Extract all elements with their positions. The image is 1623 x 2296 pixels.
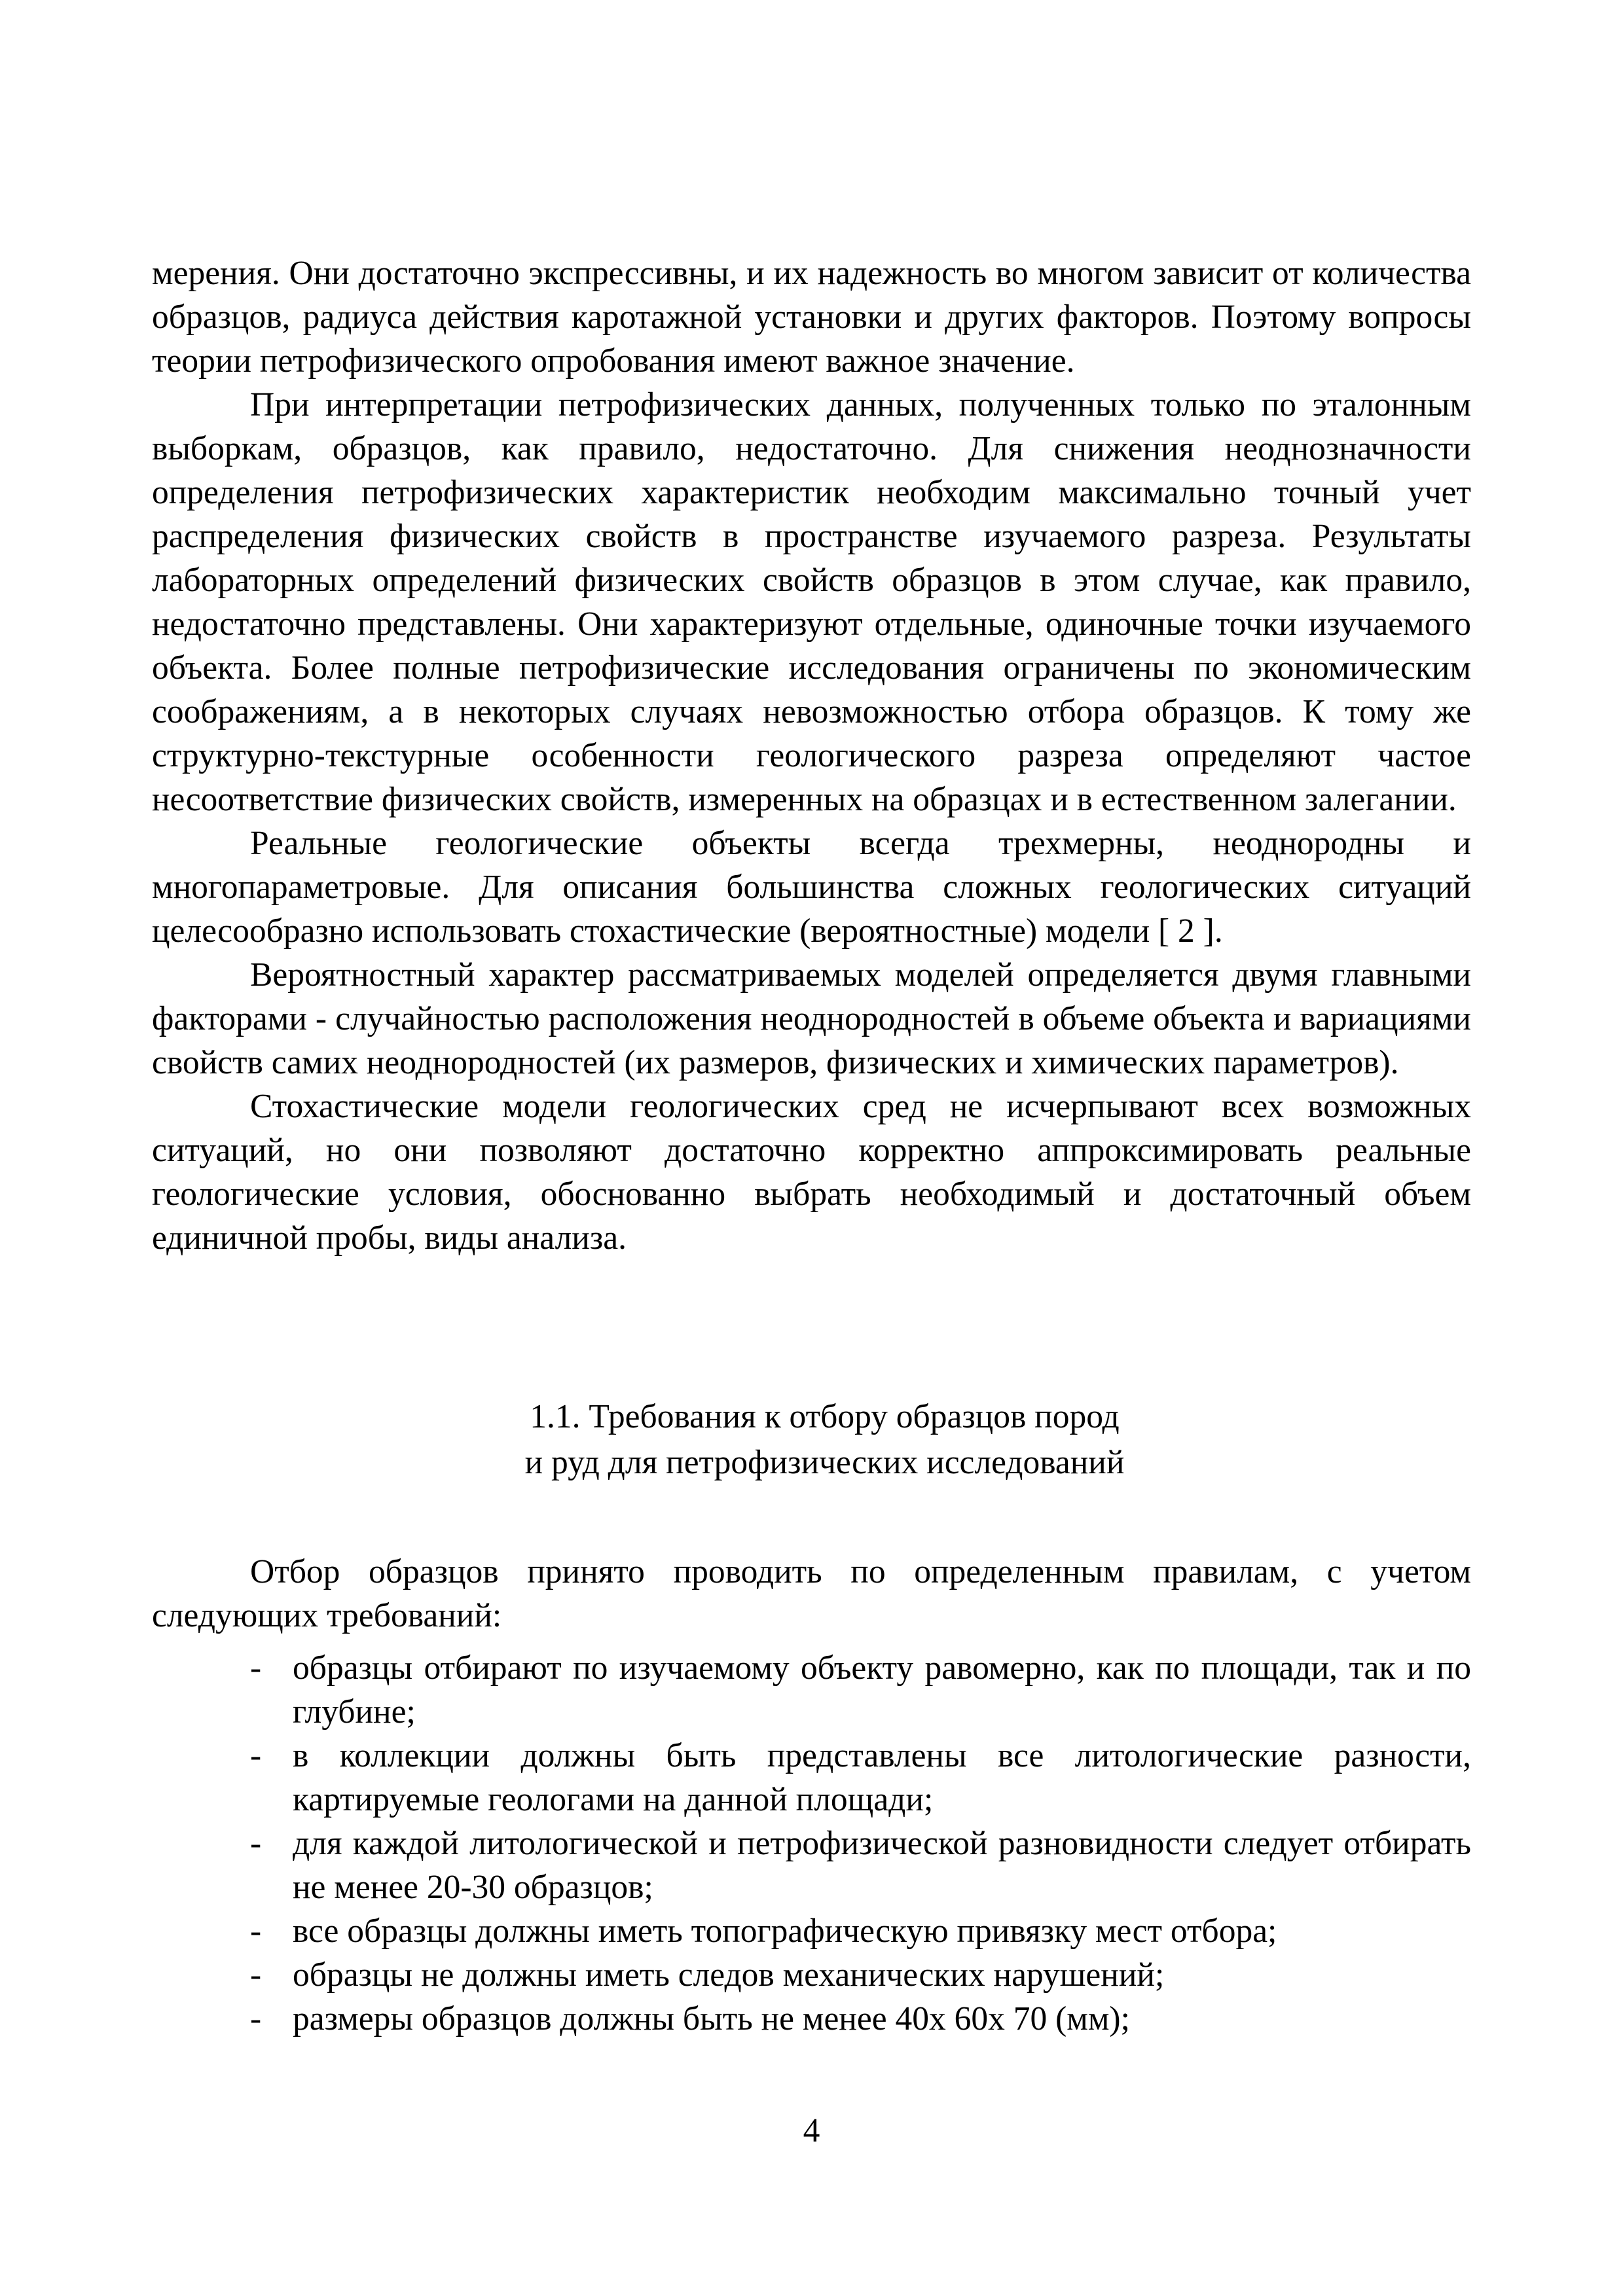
list-item-text: в коллекции должны быть представлены все литологические разности, картируемые геологами на данной площади; [293,1737,1471,1818]
list-item [152,1821,1471,1909]
section-heading [152,1394,1471,1486]
list-item [152,1953,1471,1997]
list-dash: - [250,1737,262,1774]
list-item-text: все образцы должны иметь топографическую привязку мест отбора; [293,1912,1277,1950]
list-item [152,1734,1471,1821]
list-dash: - [250,1912,262,1950]
section-heading-line-1: 1.1. Требования к отбору образцов пород [530,1398,1120,1435]
paragraph-5: Стохастические модели геологических сред не исчерпывают всех возможных ситуаций, но они позволяют достаточно корректно аппроксимировать реальные геологические условия, обоснованно выбрать необходимый и достаточный объем единичной пробы, виды анализа. [152,1088,1471,1257]
list-dash: - [250,1649,262,1687]
list-item-text: образцы отбирают по изучаемому объекту равомерно, как по площади, так и по глубине; [293,1649,1471,1731]
section-heading-line-2: и руд для петрофизических исследований [524,1444,1125,1481]
section-intro-block [152,1550,1471,1638]
list-dash: - [250,1825,262,1862]
list-item [152,1997,1471,2041]
page-number: 4 [803,2112,820,2149]
list-dash: - [250,2000,262,2037]
list-item-text: для каждой литологической и петрофизической разновидности следует отбирать не менее 20-30 образцов; [293,1825,1471,1906]
paragraph-4: Вероятностный характер рассматриваемых моделей определяется двумя главными факторами - случайностью расположения неоднородностей в объеме объекта и вариациями свойств самих неоднородностей (их размеров, физических и химических параметров). [152,956,1471,1081]
paragraph-1: мерения. Они достаточно экспрессивны, и их надежность во многом зависит от количества образцов, радиуса действия каротажной установки и других факторов. Поэтому вопросы теории петрофизического опробования имеют важное значение. [152,255,1471,380]
list-item-text: образцы не должны иметь следов механических нарушений; [293,1956,1165,1994]
paragraph-2: При интерпретации петрофизических данных, полученных только по эталонным выборкам, образцов, как правило, недостаточно. Для снижения неоднозначности определения петрофизических характеристик необходим максимально точный учет распределения физических свойств в пространстве изучаемого разреза. Результаты лабораторных определений физических свойств образцов в этом случае, как правило, недостаточно представлены. Они характеризуют отдельные, одиночные точки изучаемого объекта. Более полные петрофизические исследования ограничены по экономическим соображениям, а в некоторых случаях невозможностью отбора образцов. К тому же структурно-текстурные особенности геологического разреза определяют частое несоответствие физических свойств, измеренных на образцах и в естественном залегании. [152,386,1471,818]
paragraph-3: Реальные геологические объекты всегда трехмерны, неоднородны и многопараметровые. Для описания большинства сложных геологических ситуаций целесообразно использовать стохастические (вероятностные) модели [ 2 ]. [152,825,1471,950]
list-item [152,1646,1471,1734]
body-text-top [152,251,1471,1260]
list-item-text: размеры образцов должны быть не менее 40х 60х 70 (мм); [293,2000,1130,2037]
list-item [152,1909,1471,1953]
section-intro: Отбор образцов принято проводить по определенным правилам, с учетом следующих требований: [152,1553,1471,1634]
requirements-list [152,1646,1471,2041]
list-dash: - [250,1956,262,1994]
